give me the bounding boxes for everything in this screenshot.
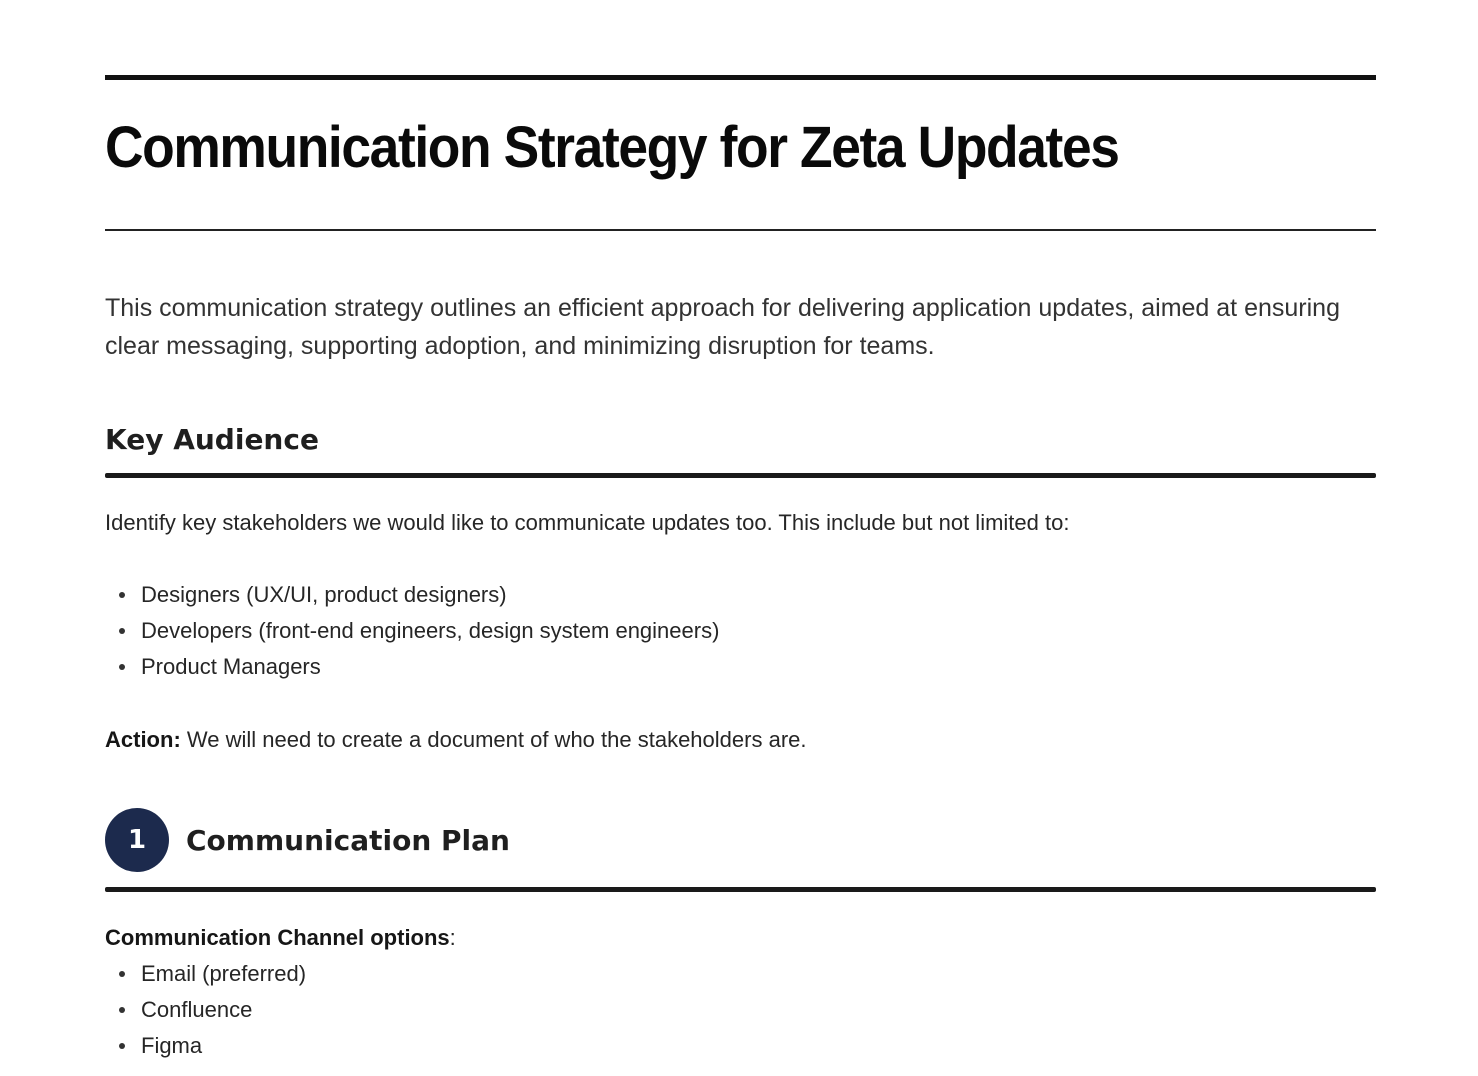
channels-intro [105,922,456,954]
intro-paragraph: This communication strategy outlines an efficient approach for delivering application updates, aimed at ensuring clear messaging, supporting adoption, and minimizing disruption for teams. [105,294,1340,360]
bullet-icon [119,1043,125,1049]
key-audience-description: Identify key stakeholders we would like to communicate updates too. This include but not limited to: [105,510,1070,535]
list-item: Designers (UX/UI, product designers) [105,577,719,613]
communication-plan-heading: Communication Plan [186,824,510,857]
channels-suffix: : [449,925,456,950]
bullet-icon [119,592,125,598]
channels-label: Communication Channel options [105,925,450,950]
list-item: Figma [105,1028,306,1064]
action-note [105,724,807,756]
title-divider [105,229,1376,231]
action-text: We will need to create a document of who the stakeholders are. [180,727,807,752]
list-item: Developers (front-end engineers, design system engineers) [105,613,719,649]
list-item: Email (preferred) [105,956,306,992]
key-audience-divider [105,473,1376,478]
bullet-icon [119,1007,125,1013]
list-item: Confluence [105,992,306,1028]
list-item: Product Managers [105,649,719,685]
page-title: Communication Strategy for Zeta Updates [105,115,1119,180]
step-number-badge: 1 [105,808,169,872]
channel-list [105,956,306,1064]
bullet-icon [119,628,125,634]
bullet-icon [119,971,125,977]
stakeholder-list [105,577,719,685]
action-label: Action: [105,727,181,752]
top-divider [105,75,1376,80]
communication-plan-divider [105,887,1376,892]
bullet-icon [119,664,125,670]
key-audience-heading: Key Audience [105,423,319,456]
